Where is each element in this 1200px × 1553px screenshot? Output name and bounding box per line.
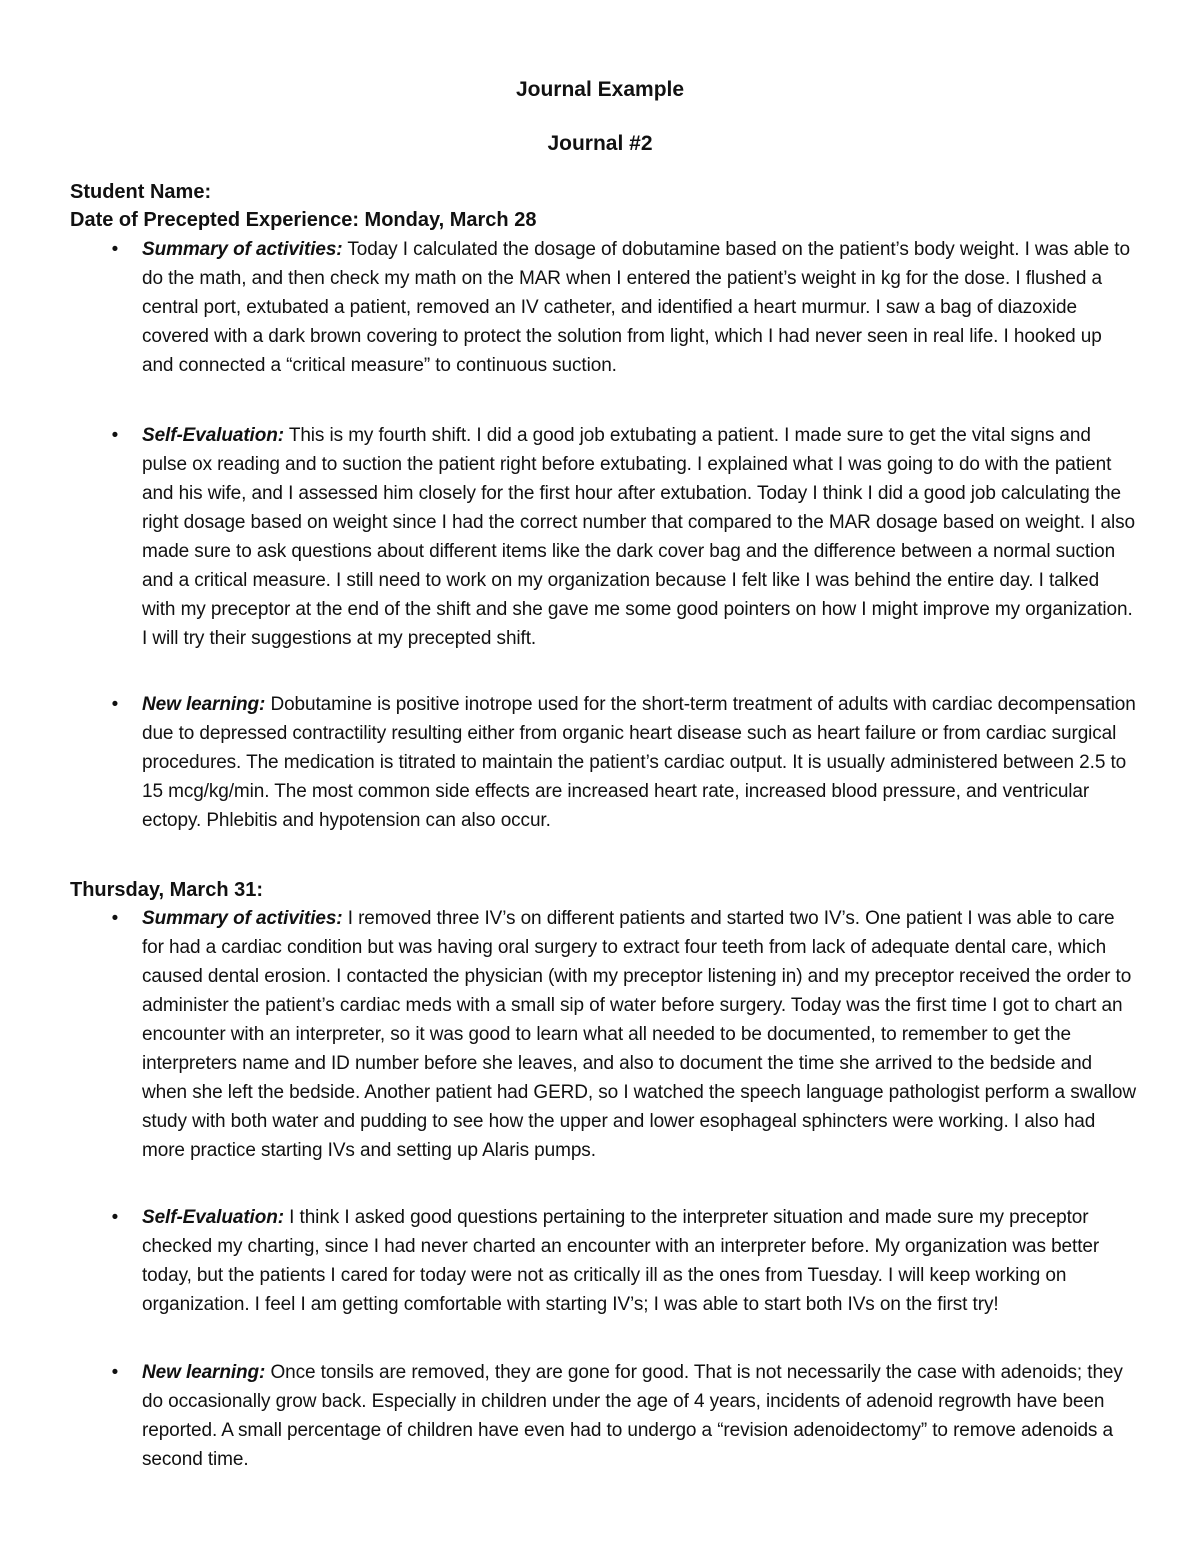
bullet-icon: • <box>111 1362 119 1383</box>
entry-text: This is my fourth shift. I did a good job extubating a patient. I made sure to get the vital signs and pulse ox reading and to suction the patient right before extubating. I explained what I was going to do with the patient and his wife, and I assessed him closely for the first hour after extubation. Today I think I did a good job calculating the right dosage based on weight since I had the correct number that compared to the MAR dosage based on weight. I also made sure to ask questions about different items like the dark cover bag and the difference between a normal suction and a critical measure. I still need to work on my organization because I felt like I was behind the entire day. I talked with my preceptor at the end of the shift and she gave me some good pointers on how I might improve my organization. I will try their suggestions at my precepted shift. <box>142 425 1135 649</box>
page-title: Journal Example <box>515 78 685 101</box>
monday-self-evaluation-entry <box>142 421 1137 653</box>
thursday-self-evaluation-entry <box>142 1203 1137 1319</box>
entry-text: Today I calculated the dosage of dobutamine based on the patient’s body weight. I was able to do the math, and then check my math on the MAR when I entered the patient’s weight in kg for the dose. I flushed a central port, extubated a patient, removed an IV catheter, and identified a heart murmur. I saw a bag of diazoxide covered with a dark brown covering to protect the solution from light, which I had never seen in real life. I hooked up and connected a “critical measure” to continuous suction. <box>142 239 1130 376</box>
bullet-icon: • <box>111 239 119 260</box>
entry-text: Dobutamine is positive inotrope used for the short-term treatment of adults with cardiac decompensation due to depressed contractility resulting either from organic heart disease such as heart failure or from cardiac surgical procedures. The medication is titrated to maintain the patient’s cardiac output. It is usually administered between 2.5 to 15 mcg/kg/min. The most common side effects are increased heart rate, increased blood pressure, and ventricular ectopy. Phlebitis and hypotension can also occur. <box>142 694 1136 831</box>
entry-label: Self-Evaluation: <box>142 425 284 446</box>
bullet-icon: • <box>111 1207 119 1228</box>
entry-label: New learning: <box>142 1362 266 1383</box>
entry-label: Summary of activities: <box>142 239 343 260</box>
entry-label: Self-Evaluation: <box>142 1207 284 1228</box>
entry-label: Summary of activities: <box>142 908 343 929</box>
thursday-summary-entry <box>142 904 1137 1165</box>
monday-summary-entry <box>142 235 1137 380</box>
bullet-icon: • <box>111 908 119 929</box>
journal-number: Journal #2 <box>547 132 653 155</box>
date-heading: Date of Precepted Experience: Monday, March 28 <box>70 209 537 231</box>
entry-text: Once tonsils are removed, they are gone for good. That is not necessarily the case with adenoids; they do occasionally grow back. Especially in children under the age of 4 years, incidents of adenoid regrowth have been reported. A small percentage of children have even had to undergo a “revision adenoidectomy” to remove adenoids a second time. <box>142 1362 1123 1470</box>
bullet-icon: • <box>111 425 119 446</box>
monday-new-learning-entry <box>142 690 1137 835</box>
entry-text: I removed three IV’s on different patients and started two IV’s. One patient I was able to care for had a cardiac condition but was having oral surgery to extract four teeth from lack of adequate dental care, which caused dental erosion. I contacted the physician (with my preceptor listening in) and my preceptor received the order to administer the patient’s cardiac meds with a small sip of water before surgery. Today was the first time I got to chart an encounter with an interpreter, so it was good to learn what all needed to be documented, to remember to get the interpreters name and ID number before she leaves, and also to document the time she arrived to the bedside and when she left the bedside. Another patient had GERD, so I watched the speech language pathologist perform a swallow study with both water and pudding to see how the upper and lower esophageal sphincters were working. I also had more practice starting IVs and setting up Alaris pumps. <box>142 908 1137 1161</box>
entry-label: New learning: <box>142 694 266 715</box>
thursday-heading: Thursday, March 31: <box>70 879 264 901</box>
student-name-label: Student Name: <box>70 181 212 203</box>
thursday-new-learning-entry <box>142 1358 1137 1474</box>
entry-text: I think I asked good questions pertaining to the interpreter situation and made sure my preceptor checked my charting, since I had never charted an encounter with an interpreter before. My organization was better today, but the patients I cared for today were not as critically ill as the ones from Tuesday. I will keep working on organization. I feel I am getting comfortable with starting IV’s; I was able to start both IVs on the first try! <box>142 1207 1100 1315</box>
bullet-icon: • <box>111 694 119 715</box>
